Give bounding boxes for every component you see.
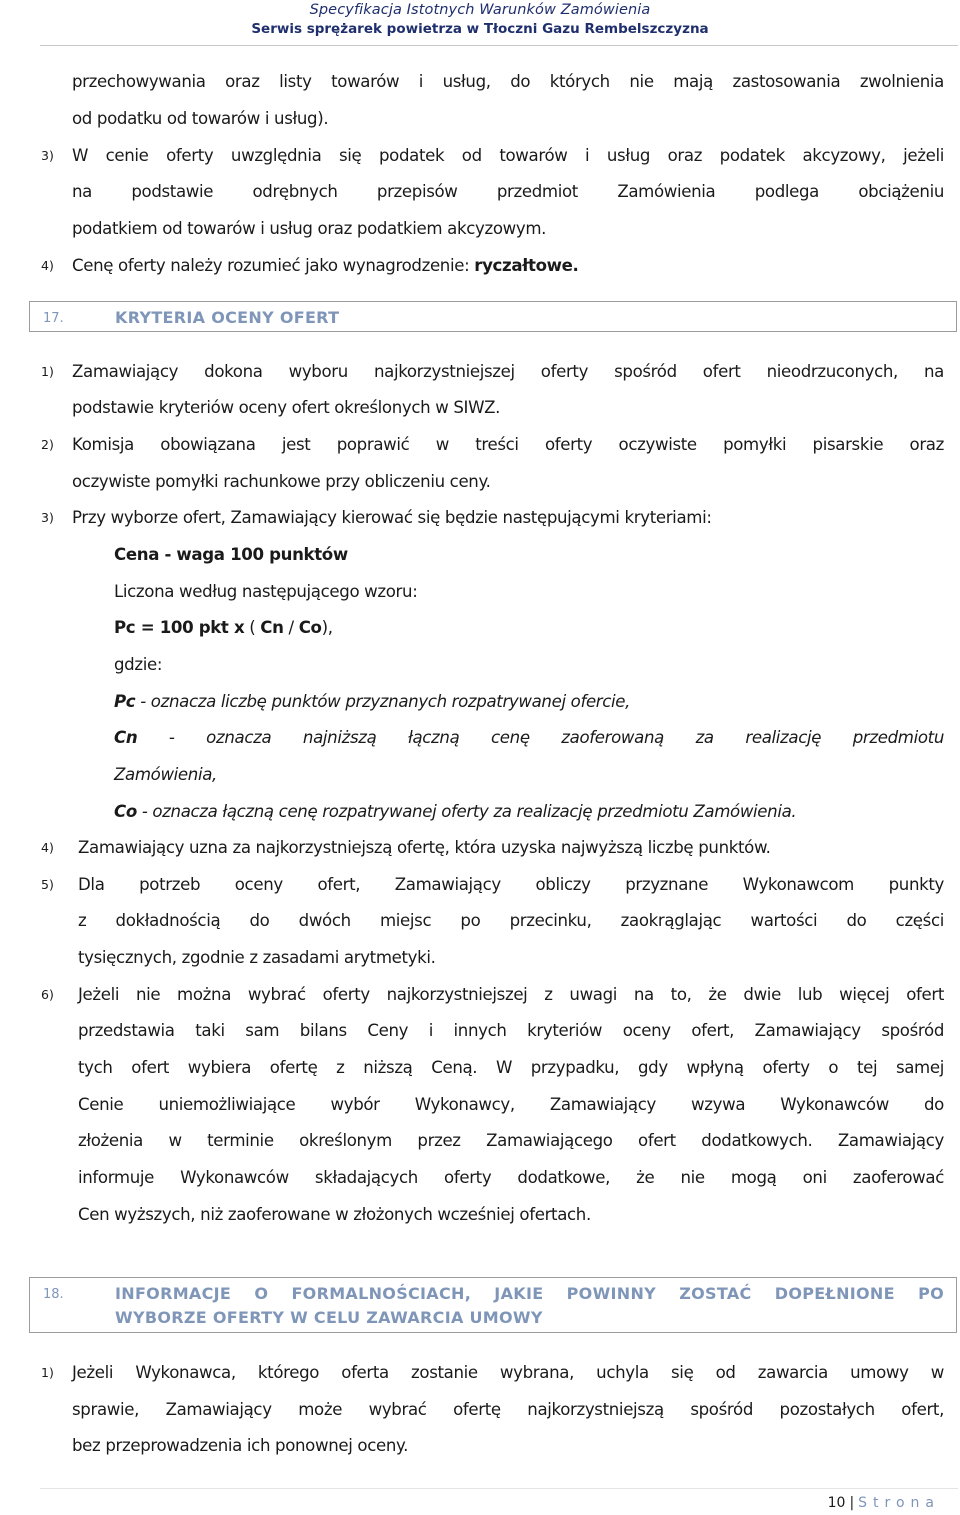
section-17-number: 17. [43,311,64,326]
list-item-text: Jeżeli nie można wybrać oferty najkorzystniejszej z uwagi na to, że dwie lub więcej ofert [78,985,944,1004]
list-item-text: sprawie, Zamawiający może wybrać ofertę najkorzystniejszą spośród pozostałych ofert, [72,1400,944,1419]
formula-part: Cn [260,618,284,637]
formula-part: ( [244,618,261,637]
document-header-title: Specyfikacja Istotnych Warunków Zamówienia [309,2,651,18]
list-item-text: złożenia w terminie określonym przez Zamawiającego ofert dodatkowych. Zamawiający [78,1131,944,1150]
document-header-subtitle: Serwis sprężarek powietrza w Tłoczni Gazu Rembelszczyzna [251,21,709,37]
term: Cn [114,728,138,747]
list-item-text: tych ofert wybiera ofertę z niższą Ceną. W przypadku, gdy wpłyną oferty o tej samej [78,1058,944,1077]
formula-part: ), [321,618,333,637]
list-item-text: Dla potrzeb oceny ofert, Zamawiający obliczy przyznane Wykonawcom punkty [78,875,944,894]
list-number: 3) [41,148,54,163]
footer-divider [40,1488,958,1489]
formula-part: Co [298,618,322,637]
header-divider [40,45,958,46]
page-word: Strona [858,1495,940,1511]
list-number: 4) [41,840,54,855]
footer-separator: | [849,1495,855,1511]
section-18-title-line-2: WYBORZE OFERTY W CELU ZAWARCIA UMOWY [115,1308,543,1327]
list-item-text: Przy wyborze ofert, Zamawiający kierować się będzie następującymi kryteriami: [72,508,712,527]
list-item-text: tysięcznych, zgodnie z zasadami arytmetyki. [78,948,436,967]
list-number: 5) [41,877,54,892]
price-type: ryczałtowe. [474,256,579,275]
definition-cn [114,728,944,748]
section-18-title-line-1: INFORMACJE O FORMALNOŚCIACH, JAKIE POWINNY ZOSTAĆ DOPEŁNIONE PO [115,1284,944,1303]
definition-pc [114,692,630,712]
list-number: 1) [41,364,54,379]
list-item-text: Cen wyższych, niż zaoferowane w złożonych wcześniej ofertach. [78,1205,591,1224]
formula-part: Pc = 100 pkt x [114,618,245,637]
section-18-number: 18. [43,1287,64,1302]
list-item-text: W cenie oferty uwzględnia się podatek od towarów i usług oraz podatek akcyzowy, jeżeli [72,146,944,165]
list-item-text: bez przeprowadzenia ich ponownej oceny. [72,1436,409,1455]
list-item-text: Komisja obowiązana jest poprawić w treści oferty oczywiste pomyłki pisarskie oraz [72,435,944,454]
list-item-text: Cenie uniemożliwiające wybór Wykonawcy, Zamawiający wzywa Wykonawców do [78,1095,944,1114]
definition: - oznacza liczbę punktów przyznanych rozpatrywanej ofercie, [135,692,631,711]
list-number: 4) [41,258,54,273]
definition: - oznacza najniższą łączną cenę zaoferowaną za realizację przedmiotu [137,728,944,747]
where-label: gdzie: [114,655,163,674]
list-number: 1) [41,1365,54,1380]
list-item-text: informuje Wykonawców składających oferty dodatkowe, że nie mogą oni zaoferować [78,1168,944,1187]
intro-line-1: przechowywania oraz listy towarów i usług, do których nie mają zastosowania zwolnienia [72,72,944,91]
list-item-text: Zamawiający uzna za najkorzystniejszą ofertę, która uzyska najwyższą liczbę punktów. [78,838,771,857]
definition-cn-cont: Zamówienia, [114,765,217,784]
list-item-text: przedstawia taki sam bilans Ceny i innych kryteriów oceny ofert, Zamawiający spośród [78,1021,944,1040]
price-text: Cenę oferty należy rozumieć jako wynagrodzenie: [72,256,475,275]
list-item-text [72,256,578,276]
list-item-text: podatkiem od towarów i usług oraz podatkiem akcyzowym. [72,219,547,238]
list-number: 2) [41,437,54,452]
formula-part: / [283,618,299,637]
intro-line-2: od podatku od towarów i usług). [72,109,329,128]
section-17-title: KRYTERIA OCENY OFERT [115,308,340,327]
criterion-label: Cena - waga 100 punktów [114,545,348,564]
list-item-text: na podstawie odrębnych przepisów przedmiot Zamówienia podlega obciążeniu [72,182,944,201]
formula-intro: Liczona według następującego wzoru: [114,582,418,601]
list-item-text: oczywiste pomyłki rachunkowe przy obliczeniu ceny. [72,472,491,491]
formula [114,618,333,638]
definition-co [114,802,796,822]
list-item-text: Jeżeli Wykonawca, którego oferta zostanie wybrana, uchyla się od zawarcia umowy w [72,1363,944,1382]
list-number: 6) [41,987,54,1002]
term: Pc [114,692,136,711]
list-item-text: z dokładnością do dwóch miejsc po przecinku, zaokrąglając wartości do części [78,911,944,930]
list-item-text: podstawie kryteriów oceny ofert określonych w SIWZ. [72,398,501,417]
definition: - oznacza łączną cenę rozpatrywanej oferty za realizację przedmiotu Zamówienia. [136,802,797,821]
page-number: 10 [827,1495,846,1511]
list-number: 3) [41,510,54,525]
list-item-text: Zamawiający dokona wyboru najkorzystniejszej oferty spośród ofert nieodrzuconych, na [72,362,944,381]
page-number-footer [828,1495,940,1511]
term: Co [114,802,137,821]
